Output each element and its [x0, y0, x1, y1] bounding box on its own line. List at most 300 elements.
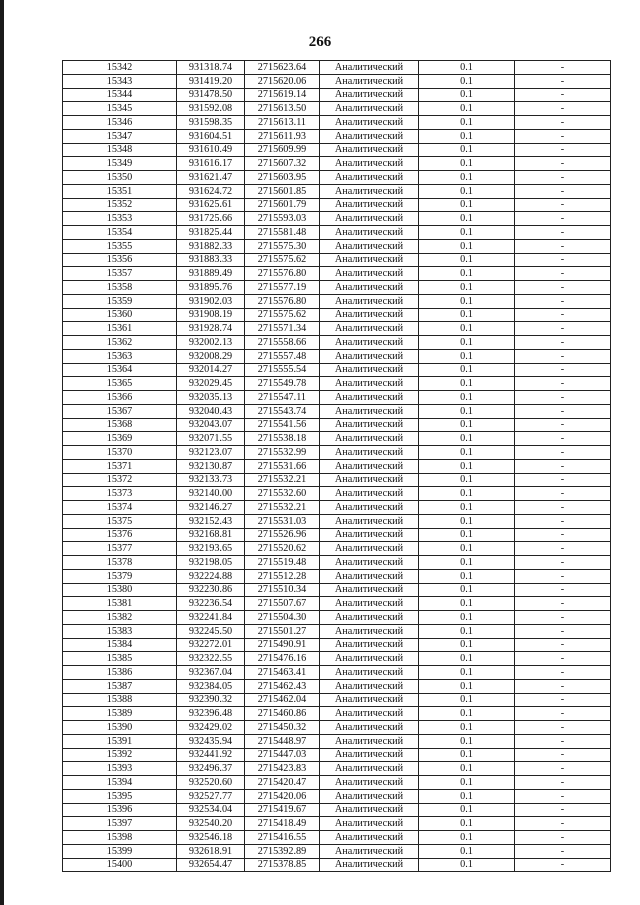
y-coordinate-cell: 2715520.62: [245, 542, 320, 556]
accuracy-cell: 0.1: [419, 693, 515, 707]
note-cell: -: [515, 198, 611, 212]
table-row: [63, 638, 611, 652]
y-coordinate-cell: 2715526.96: [245, 528, 320, 542]
table-row: [63, 721, 611, 735]
note-cell: -: [515, 748, 611, 762]
y-coordinate-cell: 2715575.30: [245, 239, 320, 253]
accuracy-cell: 0.1: [419, 294, 515, 308]
y-coordinate-cell: 2715450.32: [245, 721, 320, 735]
x-coordinate-cell: 932146.27: [177, 501, 245, 515]
method-cell: Аналитический: [320, 267, 419, 281]
y-coordinate-cell: 2715593.03: [245, 212, 320, 226]
point-number-cell: 15349: [63, 157, 177, 171]
y-coordinate-cell: 2715575.62: [245, 308, 320, 322]
point-number-cell: 15377: [63, 542, 177, 556]
x-coordinate-cell: 932035.13: [177, 391, 245, 405]
y-coordinate-cell: 2715576.80: [245, 267, 320, 281]
point-number-cell: 15343: [63, 74, 177, 88]
note-cell: -: [515, 446, 611, 460]
note-cell: -: [515, 817, 611, 831]
x-coordinate-cell: 932123.07: [177, 446, 245, 460]
y-coordinate-cell: 2715543.74: [245, 404, 320, 418]
method-cell: Аналитический: [320, 198, 419, 212]
point-number-cell: 15398: [63, 831, 177, 845]
y-coordinate-cell: 2715462.04: [245, 693, 320, 707]
x-coordinate-cell: 931610.49: [177, 143, 245, 157]
accuracy-cell: 0.1: [419, 432, 515, 446]
point-number-cell: 15378: [63, 556, 177, 570]
table-row: [63, 528, 611, 542]
point-number-cell: 15368: [63, 418, 177, 432]
accuracy-cell: 0.1: [419, 184, 515, 198]
y-coordinate-cell: 2715601.85: [245, 184, 320, 198]
y-coordinate-cell: 2715558.66: [245, 336, 320, 350]
y-coordinate-cell: 2715392.89: [245, 844, 320, 858]
table-row: [63, 281, 611, 295]
accuracy-cell: 0.1: [419, 459, 515, 473]
method-cell: Аналитический: [320, 762, 419, 776]
table-row: [63, 294, 611, 308]
y-coordinate-cell: 2715613.11: [245, 116, 320, 130]
accuracy-cell: 0.1: [419, 102, 515, 116]
coordinates-table: [62, 60, 611, 872]
y-coordinate-cell: 2715512.28: [245, 569, 320, 583]
x-coordinate-cell: 932384.05: [177, 679, 245, 693]
note-cell: -: [515, 377, 611, 391]
y-coordinate-cell: 2715549.78: [245, 377, 320, 391]
x-coordinate-cell: 932520.60: [177, 776, 245, 790]
note-cell: -: [515, 184, 611, 198]
note-cell: -: [515, 116, 611, 130]
method-cell: Аналитический: [320, 514, 419, 528]
point-number-cell: 15388: [63, 693, 177, 707]
note-cell: -: [515, 734, 611, 748]
point-number-cell: 15392: [63, 748, 177, 762]
y-coordinate-cell: 2715575.62: [245, 253, 320, 267]
x-coordinate-cell: 931883.33: [177, 253, 245, 267]
accuracy-cell: 0.1: [419, 789, 515, 803]
method-cell: Аналитический: [320, 528, 419, 542]
accuracy-cell: 0.1: [419, 61, 515, 75]
y-coordinate-cell: 2715460.86: [245, 707, 320, 721]
y-coordinate-cell: 2715619.14: [245, 88, 320, 102]
table-row: [63, 418, 611, 432]
accuracy-cell: 0.1: [419, 446, 515, 460]
table-row: [63, 322, 611, 336]
x-coordinate-cell: 931604.51: [177, 129, 245, 143]
method-cell: Аналитический: [320, 542, 419, 556]
x-coordinate-cell: 931624.72: [177, 184, 245, 198]
y-coordinate-cell: 2715541.56: [245, 418, 320, 432]
y-coordinate-cell: 2715448.97: [245, 734, 320, 748]
point-number-cell: 15355: [63, 239, 177, 253]
point-number-cell: 15396: [63, 803, 177, 817]
table-row: [63, 157, 611, 171]
point-number-cell: 15393: [63, 762, 177, 776]
x-coordinate-cell: 931882.33: [177, 239, 245, 253]
table-row: [63, 143, 611, 157]
method-cell: Аналитический: [320, 831, 419, 845]
method-cell: Аналитический: [320, 349, 419, 363]
table-row: [63, 597, 611, 611]
y-coordinate-cell: 2715531.66: [245, 459, 320, 473]
note-cell: -: [515, 336, 611, 350]
accuracy-cell: 0.1: [419, 831, 515, 845]
method-cell: Аналитический: [320, 322, 419, 336]
point-number-cell: 15394: [63, 776, 177, 790]
y-coordinate-cell: 2715571.34: [245, 322, 320, 336]
point-number-cell: 15370: [63, 446, 177, 460]
accuracy-cell: 0.1: [419, 638, 515, 652]
method-cell: Аналитический: [320, 501, 419, 515]
y-coordinate-cell: 2715581.48: [245, 226, 320, 240]
accuracy-cell: 0.1: [419, 487, 515, 501]
accuracy-cell: 0.1: [419, 707, 515, 721]
accuracy-cell: 0.1: [419, 748, 515, 762]
x-coordinate-cell: 932322.55: [177, 652, 245, 666]
accuracy-cell: 0.1: [419, 74, 515, 88]
note-cell: -: [515, 212, 611, 226]
x-coordinate-cell: 932193.65: [177, 542, 245, 556]
method-cell: Аналитический: [320, 597, 419, 611]
method-cell: Аналитический: [320, 666, 419, 680]
note-cell: -: [515, 171, 611, 185]
y-coordinate-cell: 2715510.34: [245, 583, 320, 597]
note-cell: -: [515, 514, 611, 528]
x-coordinate-cell: 932130.87: [177, 459, 245, 473]
accuracy-cell: 0.1: [419, 514, 515, 528]
method-cell: Аналитический: [320, 858, 419, 872]
accuracy-cell: 0.1: [419, 501, 515, 515]
table-row: [63, 432, 611, 446]
table-row: [63, 817, 611, 831]
method-cell: Аналитический: [320, 748, 419, 762]
note-cell: -: [515, 789, 611, 803]
note-cell: -: [515, 404, 611, 418]
y-coordinate-cell: 2715557.48: [245, 349, 320, 363]
y-coordinate-cell: 2715532.21: [245, 501, 320, 515]
note-cell: -: [515, 418, 611, 432]
x-coordinate-cell: 932245.50: [177, 624, 245, 638]
y-coordinate-cell: 2715532.21: [245, 473, 320, 487]
method-cell: Аналитический: [320, 624, 419, 638]
note-cell: -: [515, 501, 611, 515]
method-cell: Аналитический: [320, 157, 419, 171]
note-cell: -: [515, 349, 611, 363]
method-cell: Аналитический: [320, 679, 419, 693]
x-coordinate-cell: 932441.92: [177, 748, 245, 762]
x-coordinate-cell: 931478.50: [177, 88, 245, 102]
table-row: [63, 446, 611, 460]
method-cell: Аналитический: [320, 294, 419, 308]
x-coordinate-cell: 932367.04: [177, 666, 245, 680]
table-row: [63, 858, 611, 872]
method-cell: Аналитический: [320, 583, 419, 597]
y-coordinate-cell: 2715463.41: [245, 666, 320, 680]
method-cell: Аналитический: [320, 556, 419, 570]
method-cell: Аналитический: [320, 61, 419, 75]
x-coordinate-cell: 931625.61: [177, 198, 245, 212]
accuracy-cell: 0.1: [419, 569, 515, 583]
method-cell: Аналитический: [320, 418, 419, 432]
accuracy-cell: 0.1: [419, 583, 515, 597]
table-row: [63, 336, 611, 350]
note-cell: -: [515, 74, 611, 88]
x-coordinate-cell: 932272.01: [177, 638, 245, 652]
x-coordinate-cell: 932390.32: [177, 693, 245, 707]
table-row: [63, 748, 611, 762]
y-coordinate-cell: 2715547.11: [245, 391, 320, 405]
x-coordinate-cell: 931616.17: [177, 157, 245, 171]
y-coordinate-cell: 2715607.32: [245, 157, 320, 171]
accuracy-cell: 0.1: [419, 418, 515, 432]
point-number-cell: 15353: [63, 212, 177, 226]
accuracy-cell: 0.1: [419, 391, 515, 405]
x-coordinate-cell: 931895.76: [177, 281, 245, 295]
point-number-cell: 15358: [63, 281, 177, 295]
point-number-cell: 15381: [63, 597, 177, 611]
point-number-cell: 15371: [63, 459, 177, 473]
accuracy-cell: 0.1: [419, 652, 515, 666]
x-coordinate-cell: 932241.84: [177, 611, 245, 625]
x-coordinate-cell: 932618.91: [177, 844, 245, 858]
point-number-cell: 15375: [63, 514, 177, 528]
note-cell: -: [515, 143, 611, 157]
point-number-cell: 15352: [63, 198, 177, 212]
table-row: [63, 459, 611, 473]
note-cell: -: [515, 803, 611, 817]
method-cell: Аналитический: [320, 143, 419, 157]
point-number-cell: 15383: [63, 624, 177, 638]
point-number-cell: 15351: [63, 184, 177, 198]
x-coordinate-cell: 931592.08: [177, 102, 245, 116]
note-cell: -: [515, 693, 611, 707]
point-number-cell: 15366: [63, 391, 177, 405]
point-number-cell: 15362: [63, 336, 177, 350]
point-number-cell: 15372: [63, 473, 177, 487]
accuracy-cell: 0.1: [419, 363, 515, 377]
note-cell: -: [515, 253, 611, 267]
accuracy-cell: 0.1: [419, 349, 515, 363]
accuracy-cell: 0.1: [419, 597, 515, 611]
method-cell: Аналитический: [320, 212, 419, 226]
accuracy-cell: 0.1: [419, 473, 515, 487]
point-number-cell: 15374: [63, 501, 177, 515]
table-row: [63, 666, 611, 680]
x-coordinate-cell: 932224.88: [177, 569, 245, 583]
point-number-cell: 15389: [63, 707, 177, 721]
method-cell: Аналитический: [320, 336, 419, 350]
accuracy-cell: 0.1: [419, 776, 515, 790]
y-coordinate-cell: 2715577.19: [245, 281, 320, 295]
y-coordinate-cell: 2715447.03: [245, 748, 320, 762]
note-cell: -: [515, 308, 611, 322]
method-cell: Аналитический: [320, 844, 419, 858]
table-row: [63, 129, 611, 143]
y-coordinate-cell: 2715476.16: [245, 652, 320, 666]
y-coordinate-cell: 2715532.60: [245, 487, 320, 501]
note-cell: -: [515, 569, 611, 583]
point-number-cell: 15379: [63, 569, 177, 583]
point-number-cell: 15373: [63, 487, 177, 501]
method-cell: Аналитический: [320, 693, 419, 707]
point-number-cell: 15361: [63, 322, 177, 336]
y-coordinate-cell: 2715531.03: [245, 514, 320, 528]
note-cell: -: [515, 226, 611, 240]
x-coordinate-cell: 931902.03: [177, 294, 245, 308]
x-coordinate-cell: 932140.00: [177, 487, 245, 501]
accuracy-cell: 0.1: [419, 336, 515, 350]
note-cell: -: [515, 239, 611, 253]
y-coordinate-cell: 2715420.47: [245, 776, 320, 790]
table-row: [63, 762, 611, 776]
method-cell: Аналитический: [320, 88, 419, 102]
point-number-cell: 15382: [63, 611, 177, 625]
x-coordinate-cell: 932071.55: [177, 432, 245, 446]
x-coordinate-cell: 931725.66: [177, 212, 245, 226]
x-coordinate-cell: 932168.81: [177, 528, 245, 542]
method-cell: Аналитический: [320, 638, 419, 652]
x-coordinate-cell: 932230.86: [177, 583, 245, 597]
note-cell: -: [515, 597, 611, 611]
note-cell: -: [515, 666, 611, 680]
method-cell: Аналитический: [320, 129, 419, 143]
accuracy-cell: 0.1: [419, 281, 515, 295]
method-cell: Аналитический: [320, 487, 419, 501]
table-row: [63, 487, 611, 501]
point-number-cell: 15347: [63, 129, 177, 143]
accuracy-cell: 0.1: [419, 226, 515, 240]
method-cell: Аналитический: [320, 404, 419, 418]
accuracy-cell: 0.1: [419, 556, 515, 570]
table-row: [63, 391, 611, 405]
y-coordinate-cell: 2715416.55: [245, 831, 320, 845]
accuracy-cell: 0.1: [419, 844, 515, 858]
accuracy-cell: 0.1: [419, 803, 515, 817]
point-number-cell: 15385: [63, 652, 177, 666]
point-number-cell: 15344: [63, 88, 177, 102]
table-body: [63, 61, 611, 872]
table-row: [63, 61, 611, 75]
accuracy-cell: 0.1: [419, 734, 515, 748]
method-cell: Аналитический: [320, 391, 419, 405]
method-cell: Аналитический: [320, 611, 419, 625]
note-cell: -: [515, 432, 611, 446]
note-cell: -: [515, 88, 611, 102]
x-coordinate-cell: 931928.74: [177, 322, 245, 336]
method-cell: Аналитический: [320, 776, 419, 790]
note-cell: -: [515, 844, 611, 858]
y-coordinate-cell: 2715609.99: [245, 143, 320, 157]
table-row: [63, 184, 611, 198]
y-coordinate-cell: 2715613.50: [245, 102, 320, 116]
table-row: [63, 404, 611, 418]
x-coordinate-cell: 932152.43: [177, 514, 245, 528]
method-cell: Аналитический: [320, 446, 419, 460]
method-cell: Аналитический: [320, 281, 419, 295]
point-number-cell: 15356: [63, 253, 177, 267]
point-number-cell: 15376: [63, 528, 177, 542]
note-cell: -: [515, 679, 611, 693]
accuracy-cell: 0.1: [419, 129, 515, 143]
y-coordinate-cell: 2715504.30: [245, 611, 320, 625]
point-number-cell: 15345: [63, 102, 177, 116]
table-row: [63, 473, 611, 487]
x-coordinate-cell: 932546.18: [177, 831, 245, 845]
x-coordinate-cell: 932133.73: [177, 473, 245, 487]
accuracy-cell: 0.1: [419, 679, 515, 693]
point-number-cell: 15364: [63, 363, 177, 377]
point-number-cell: 15395: [63, 789, 177, 803]
method-cell: Аналитический: [320, 789, 419, 803]
table-row: [63, 377, 611, 391]
accuracy-cell: 0.1: [419, 624, 515, 638]
y-coordinate-cell: 2715418.49: [245, 817, 320, 831]
x-coordinate-cell: 932435.94: [177, 734, 245, 748]
x-coordinate-cell: 932540.20: [177, 817, 245, 831]
note-cell: -: [515, 487, 611, 501]
table-row: [63, 542, 611, 556]
x-coordinate-cell: 932008.29: [177, 349, 245, 363]
point-number-cell: 15397: [63, 817, 177, 831]
note-cell: -: [515, 281, 611, 295]
point-number-cell: 15350: [63, 171, 177, 185]
y-coordinate-cell: 2715611.93: [245, 129, 320, 143]
table-row: [63, 226, 611, 240]
table-row: [63, 239, 611, 253]
y-coordinate-cell: 2715555.54: [245, 363, 320, 377]
table-row: [63, 556, 611, 570]
method-cell: Аналитический: [320, 239, 419, 253]
y-coordinate-cell: 2715519.48: [245, 556, 320, 570]
accuracy-cell: 0.1: [419, 666, 515, 680]
point-number-cell: 15348: [63, 143, 177, 157]
table-row: [63, 267, 611, 281]
table-row: [63, 611, 611, 625]
x-coordinate-cell: 931318.74: [177, 61, 245, 75]
point-number-cell: 15386: [63, 666, 177, 680]
table-row: [63, 844, 611, 858]
note-cell: -: [515, 762, 611, 776]
table-row: [63, 624, 611, 638]
x-coordinate-cell: 932654.47: [177, 858, 245, 872]
table-row: [63, 253, 611, 267]
point-number-cell: 15399: [63, 844, 177, 858]
accuracy-cell: 0.1: [419, 721, 515, 735]
accuracy-cell: 0.1: [419, 157, 515, 171]
method-cell: Аналитический: [320, 432, 419, 446]
accuracy-cell: 0.1: [419, 198, 515, 212]
table-row: [63, 789, 611, 803]
table-row: [63, 363, 611, 377]
point-number-cell: 15354: [63, 226, 177, 240]
table-row: [63, 569, 611, 583]
note-cell: -: [515, 858, 611, 872]
point-number-cell: 15369: [63, 432, 177, 446]
x-coordinate-cell: 932014.27: [177, 363, 245, 377]
accuracy-cell: 0.1: [419, 308, 515, 322]
y-coordinate-cell: 2715532.99: [245, 446, 320, 460]
x-coordinate-cell: 931621.47: [177, 171, 245, 185]
table-row: [63, 652, 611, 666]
x-coordinate-cell: 931908.19: [177, 308, 245, 322]
point-number-cell: 15380: [63, 583, 177, 597]
y-coordinate-cell: 2715490.91: [245, 638, 320, 652]
note-cell: -: [515, 157, 611, 171]
note-cell: -: [515, 528, 611, 542]
table-row: [63, 776, 611, 790]
accuracy-cell: 0.1: [419, 762, 515, 776]
